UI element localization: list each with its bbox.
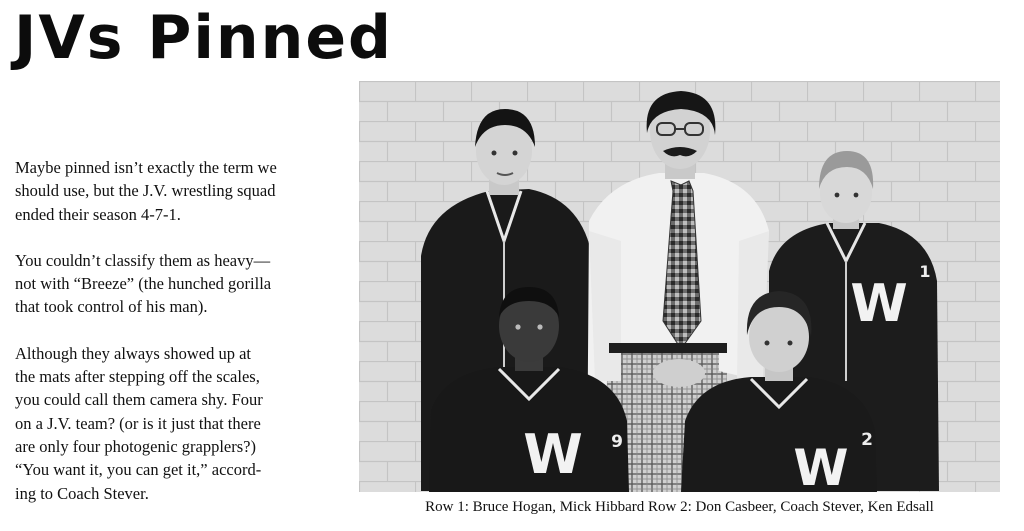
paragraph — [15, 156, 345, 226]
jacket-letter: W — [523, 423, 583, 486]
text-line: You couldn’t classify them as heavy— — [15, 250, 271, 270]
jersey-number: 1 — [919, 262, 931, 281]
text-line: not with “Breeze” (the hunched gorilla — [15, 274, 272, 294]
text-line: the mats after stepping off the scales, — [15, 367, 260, 387]
text-line: Although they always showed up at — [15, 343, 252, 363]
text-line: “You want it, you can get it,” accord- — [15, 460, 262, 480]
team-photo-illustration — [359, 81, 1000, 492]
team-photo — [359, 81, 1000, 492]
text-line: are only four photogenic grapplers?) — [15, 436, 256, 456]
jacket-letter: W — [793, 439, 849, 492]
headline: JVs Pinned — [14, 3, 393, 73]
jersey-number: 9 — [611, 432, 623, 452]
text-line: that took control of his man). — [15, 297, 208, 317]
paragraph — [15, 342, 345, 505]
text-line: ended their season 4-7-1. — [15, 204, 181, 224]
text-line: you could call them camera shy. Four — [15, 390, 263, 410]
article-body — [15, 156, 345, 528]
paragraph — [15, 249, 345, 319]
text-line: on a J.V. team? (or is it just that there — [15, 413, 261, 433]
jersey-number: 2 — [861, 430, 873, 450]
text-line: Maybe pinned isn’t exactly the term we — [15, 158, 277, 177]
text-line: should use, but the J.V. wrestling squad — [15, 181, 276, 201]
photo-caption: Row 1: Bruce Hogan, Mick Hibbard Row 2: Don Casbeer, Coach Stever, Ken Edsall — [425, 499, 934, 515]
text-line: ing to Coach Stever. — [15, 483, 149, 503]
jacket-letter: W — [850, 274, 908, 334]
